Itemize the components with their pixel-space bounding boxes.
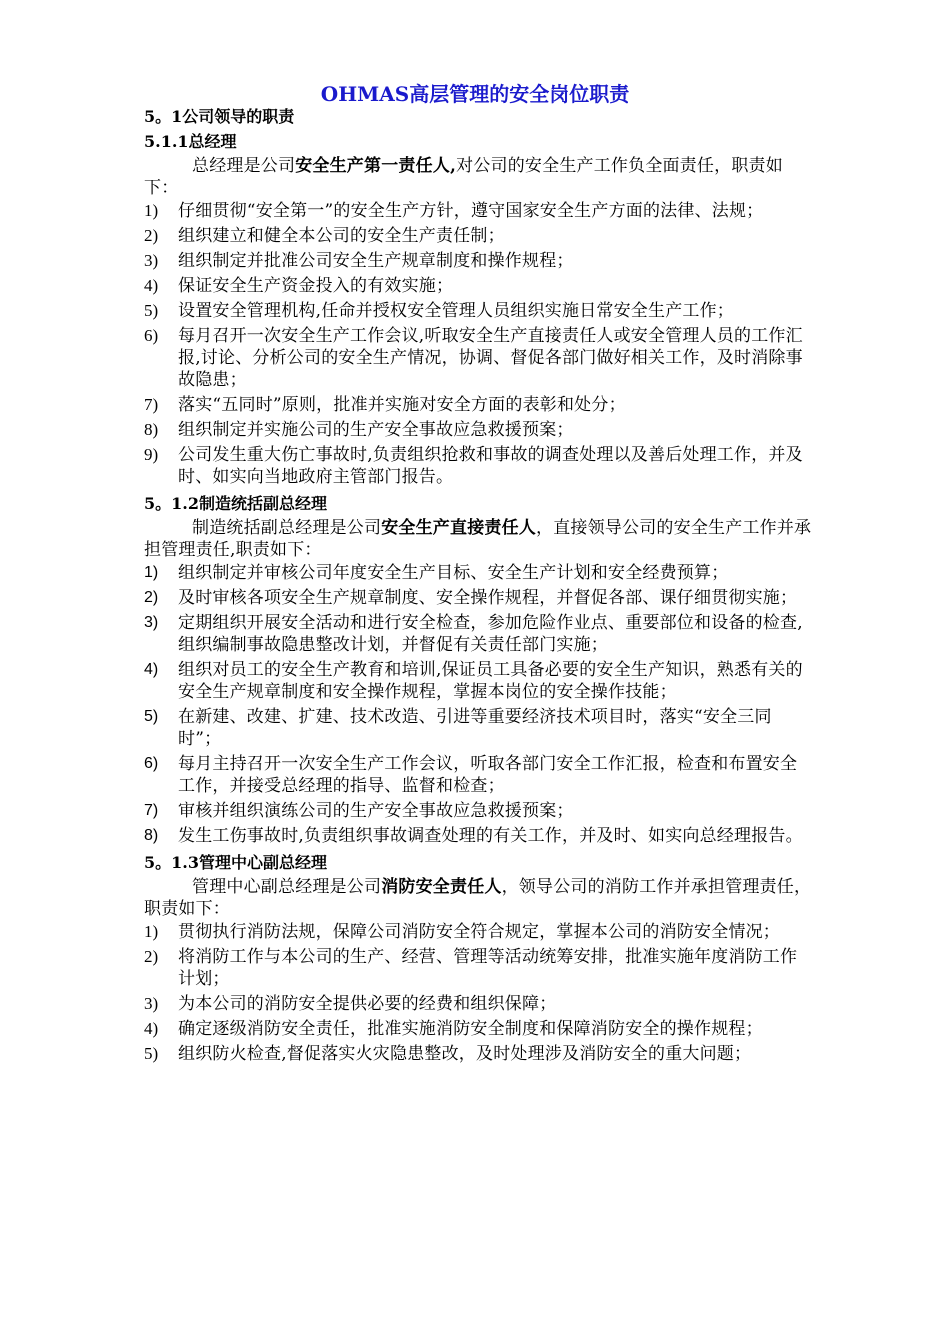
list-item-number: 5) xyxy=(144,1044,159,1063)
list-item xyxy=(144,921,812,943)
list-item xyxy=(144,300,812,322)
list-item xyxy=(144,562,812,584)
list-item xyxy=(144,200,812,222)
list-item-number: 1) xyxy=(144,922,159,941)
list-item-number: 6) xyxy=(144,755,159,772)
list-item xyxy=(144,800,812,822)
list-item-number: 9) xyxy=(144,445,159,464)
section-heading-5-1-2: 5。1.2制造统括副总经理 xyxy=(144,494,327,513)
list-item-number: 2) xyxy=(144,226,159,245)
list-item-number: 6) xyxy=(144,326,159,345)
list-item xyxy=(144,587,812,609)
list-item-text: 每月主持召开一次安全生产工作会议，听取各部门安全工作汇报，检查和布置安全工作，并接受总经理的指导、监督和检查； xyxy=(178,754,798,796)
list-item xyxy=(144,444,812,488)
list-item xyxy=(144,250,812,272)
list-item-text: 确定逐级消防安全责任，批准实施消防安全制度和保障消防安全的操作规程； xyxy=(178,1019,763,1039)
list-item-number: 5) xyxy=(144,708,159,725)
list-5-1-2 xyxy=(144,562,812,847)
list-item-text: 公司发生重大伤亡事故时,负责组织抢救和事故的调查处理以及善后处理工作，并及时、如实向当地政府主管部门报告。 xyxy=(178,445,803,487)
list-item-number: 3) xyxy=(144,994,159,1013)
list-item-text: 将消防工作与本公司的生产、经营、管理等活动统筹安排，批准实施年度消防工作计划； xyxy=(178,947,798,989)
list-item-number: 1) xyxy=(144,564,159,581)
list-item-text: 定期组织开展安全活动和进行安全检查，参加危险作业点、重要部位和设备的检查,组织编制事故隐患整改计划，并督促有关责任部门实施； xyxy=(178,613,803,655)
list-item-text: 审核并组织演练公司的生产安全事故应急救援预案； xyxy=(178,801,574,821)
intro-text: 对公司的安全生产工作负全面责任，职责如下： xyxy=(144,156,783,198)
list-item xyxy=(144,325,812,391)
list-item-text: 组织制定并批准公司安全生产规章制度和操作规程； xyxy=(178,251,574,271)
list-item-text: 仔细贯彻“安全第一”的安全生产方针，遵守国家安全生产方面的法律、法规； xyxy=(178,201,764,221)
intro-text: ，领导公司的消防工作并承担管理责任，职责如下： xyxy=(144,877,812,919)
list-item-number: 3) xyxy=(144,251,159,270)
list-item-text: 发生工伤事故时,负责组织事故调查处理的有关工作，并及时、如实向总经理报告。 xyxy=(178,826,803,846)
section-heading-5-1-3: 5。1.3管理中心副总经理 xyxy=(144,853,327,872)
list-item-text: 为本公司的消防安全提供必要的经费和组织保障； xyxy=(178,994,557,1014)
list-item-text: 组织制定并实施公司的生产安全事故应急救援预案； xyxy=(178,420,574,440)
list-item xyxy=(144,753,812,797)
list-item-text: 及时审核各项安全生产规章制度、安全操作规程，并督促各部、课仔细贯彻实施； xyxy=(178,588,798,608)
document-title: OHMAS高层管理的安全岗位职责 xyxy=(320,82,630,106)
list-item-number: 4) xyxy=(144,661,159,678)
list-item xyxy=(144,275,812,297)
list-item-number: 3) xyxy=(144,614,159,631)
list-item xyxy=(144,419,812,441)
intro-text: 制造统括副总经理是公司 xyxy=(192,518,382,538)
list-item-number: 2) xyxy=(144,589,159,606)
intro-text: 总经理是公司 xyxy=(192,156,296,176)
list-item-text: 组织对员工的安全生产教育和培训,保证员工具备必要的安全生产知识，熟悉有关的安全生产规章制度和安全操作规程，掌握本岗位的安全操作技能； xyxy=(178,660,803,702)
list-item-text: 贯彻执行消防法规，保障公司消防安全符合规定，掌握本公司的消防安全情况； xyxy=(178,922,780,942)
list-item xyxy=(144,1043,812,1065)
list-item xyxy=(144,225,812,247)
intro-paragraph-5-1-2 xyxy=(144,517,812,561)
intro-emphasis: 安全生产直接责任人 xyxy=(381,518,537,538)
intro-text: ，直接领导公司的安全生产工作并承担管理责任,职责如下： xyxy=(144,518,812,560)
list-item xyxy=(144,993,812,1015)
list-item-text: 组织制定并审核公司年度安全生产目标、安全生产计划和安全经费预算； xyxy=(178,563,729,583)
list-item-number: 5) xyxy=(144,301,159,320)
list-item-number: 2) xyxy=(144,947,159,966)
intro-emphasis: 消防安全责任人 xyxy=(381,877,502,897)
list-item-number: 4) xyxy=(144,1019,159,1038)
list-item-text: 设置安全管理机构,任命并授权安全管理人员组织实施日常安全生产工作； xyxy=(178,301,735,321)
section-heading-5-1-1: 5.1.1总经理 xyxy=(144,132,237,151)
list-item-number: 7) xyxy=(144,802,159,819)
intro-emphasis: 安全生产第一责任人, xyxy=(295,156,457,176)
list-item xyxy=(144,659,812,703)
intro-paragraph-5-1-3 xyxy=(144,876,812,920)
list-item-text: 落实“五同时”原则，批准并实施对安全方面的表彰和处分； xyxy=(178,395,626,415)
list-item-text: 组织建立和健全本公司的安全生产责任制； xyxy=(178,226,505,246)
list-item-number: 8) xyxy=(144,420,159,439)
intro-text: 管理中心副总经理是公司 xyxy=(192,877,382,897)
list-item-number: 4) xyxy=(144,276,159,295)
list-item xyxy=(144,946,812,990)
section-heading-5-1: 5。1公司领导的职责 xyxy=(144,107,295,126)
list-5-1-3 xyxy=(144,921,812,1065)
list-item-number: 1) xyxy=(144,201,159,220)
list-item-text: 在新建、改建、扩建、技术改造、引进等重要经济技术项目时，落实“安全三同时”； xyxy=(178,707,772,749)
list-item xyxy=(144,825,812,847)
list-item xyxy=(144,394,812,416)
list-item-text: 保证安全生产资金投入的有效实施； xyxy=(178,276,454,296)
list-item-text: 每月召开一次安全生产工作会议,听取安全生产直接责任人或安全管理人员的工作汇报,讨论、分析公司的安全生产情况，协调、督促各部门做好相关工作，及时消除事故隐患； xyxy=(178,326,803,390)
list-item xyxy=(144,1018,812,1040)
list-item-number: 8) xyxy=(144,827,159,844)
document-body xyxy=(144,104,812,1068)
list-item-text: 组织防火检查,督促落实火灾隐患整改，及时处理涉及消防安全的重大问题； xyxy=(178,1044,752,1064)
list-5-1-1 xyxy=(144,200,812,488)
intro-paragraph-5-1-1 xyxy=(144,155,812,199)
list-item xyxy=(144,612,812,656)
list-item-number: 7) xyxy=(144,395,159,414)
list-item xyxy=(144,706,812,750)
